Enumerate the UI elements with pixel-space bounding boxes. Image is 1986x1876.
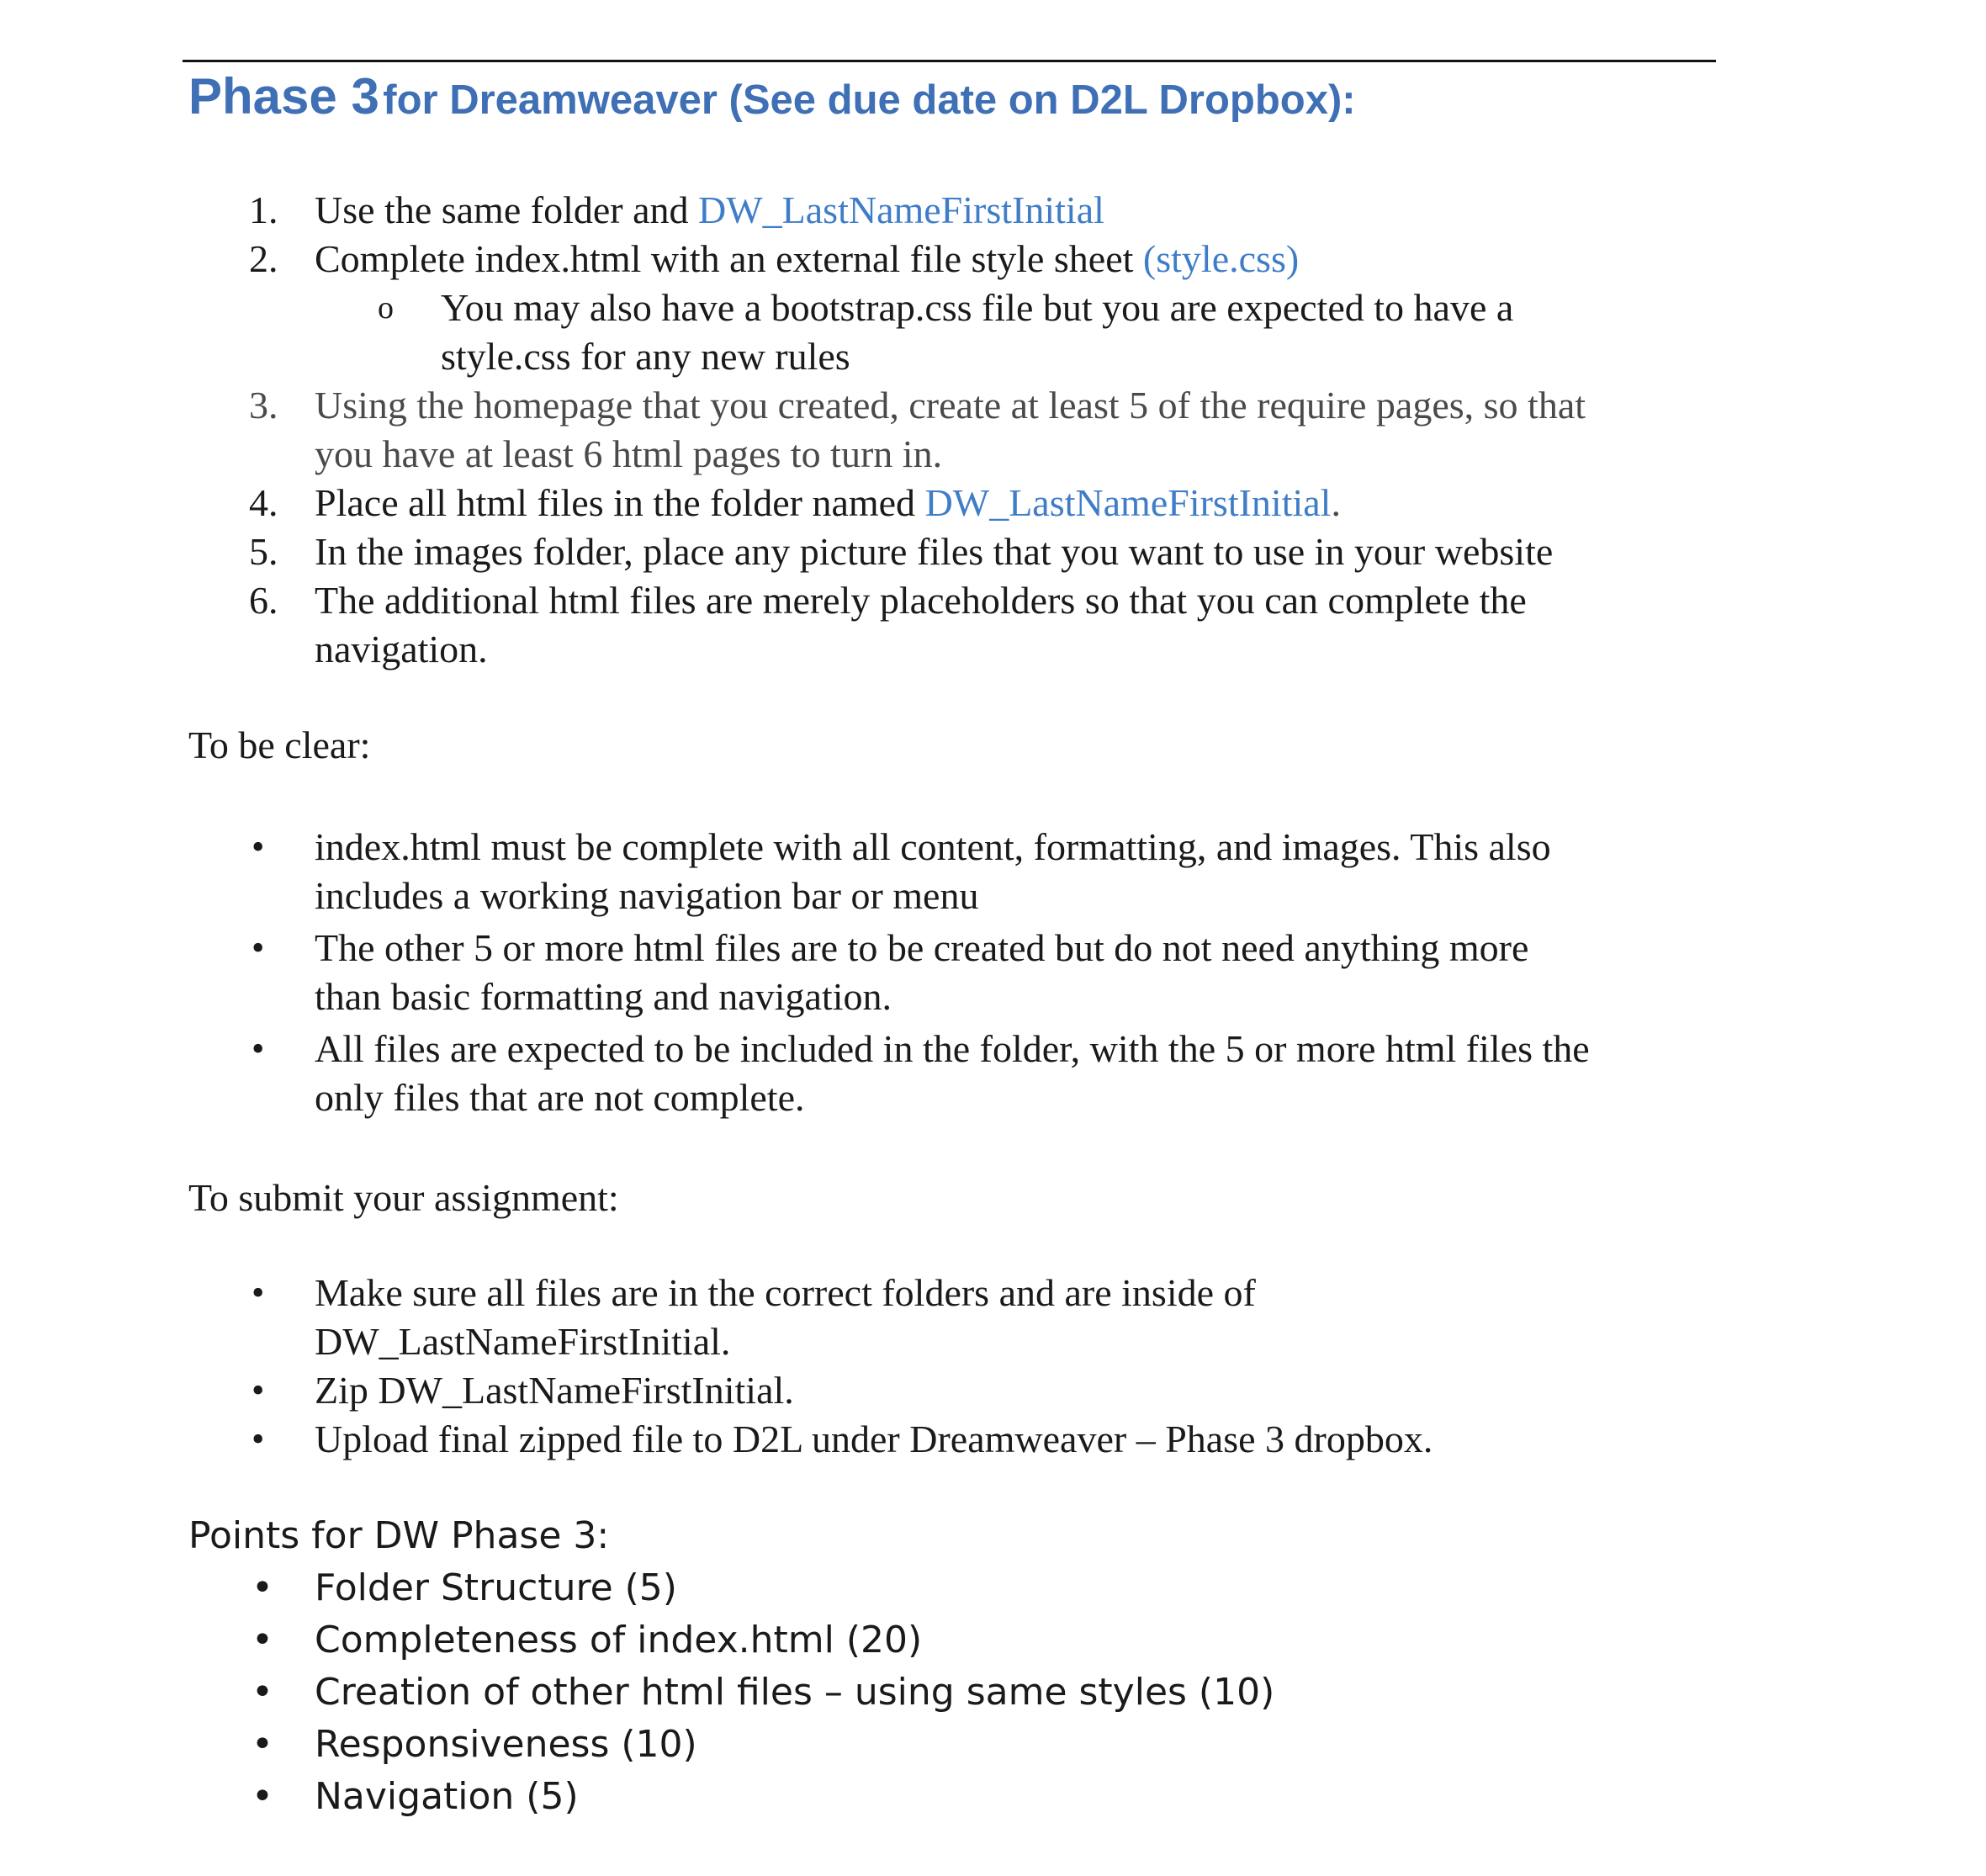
list-item: • Make sure all files are in the correct folders and are inside of [188, 1269, 1719, 1317]
list-item: 2. Complete index.html with an external file style sheet (style.css) [188, 235, 1719, 284]
list-item: • Zip DW_LastNameFirstInitial. [188, 1366, 1719, 1415]
list-item: 4. Place all html files in the folder named DW_LastNameFirstInitial. [188, 479, 1719, 527]
sub-bullet: o [378, 290, 394, 326]
step-number: 1. [249, 188, 278, 231]
list-item-cont: you have at least 6 html pages to turn in. [315, 432, 943, 475]
step-number: 5. [249, 530, 278, 573]
title-phase: Phase 3 [188, 68, 379, 125]
folder-name: DW_LastNameFirstInitial [698, 188, 1104, 231]
section-heading-points: Points for DW Phase 3: [188, 1514, 610, 1557]
list-item: • index.html must be complete with all content, formatting, and images. This also [188, 823, 1719, 872]
list-subitem-cont: style.css for any new rules [441, 335, 850, 378]
list-item-cont: only files that are not complete. [315, 1076, 805, 1119]
points-list [188, 1562, 1719, 1823]
clear-list [188, 823, 1719, 1122]
section-heading-clear: To be clear: [188, 723, 371, 766]
list-item: • Upload final zipped file to D2L under Dreamweaver – Phase 3 dropbox. [188, 1415, 1719, 1464]
bullet-icon: • [252, 1566, 273, 1609]
list-item-cont: includes a working navigation bar or menu [315, 874, 979, 917]
bullet-icon: • [252, 1272, 265, 1313]
section-heading-submit: To submit your assignment: [188, 1176, 619, 1219]
list-item: 3. Using the homepage that you created, create at least 5 of the require pages, so that [188, 381, 1719, 430]
step-number: 3. [249, 384, 278, 427]
list-item: • Creation of other html files – using same styles (10) [188, 1667, 1719, 1719]
step-number: 4. [249, 481, 278, 524]
bullet-icon: • [252, 1775, 273, 1818]
folder-name: DW_LastNameFirstInitial [924, 481, 1332, 524]
title-rest: for Dreamweaver (See due date on D2L Dropbox): [383, 77, 1356, 123]
list-item: • Folder Structure (5) [188, 1562, 1719, 1614]
list-subitem: o You may also have a bootstrap.css file but you are expected to have a [188, 284, 1719, 332]
top-rule [183, 60, 1716, 62]
step-number: 6. [249, 579, 278, 622]
stylesheet-name: (style.css) [1142, 237, 1300, 280]
list-item-cont: than basic formatting and navigation. [315, 975, 892, 1018]
bullet-icon: • [252, 826, 265, 867]
bullet-icon: • [252, 927, 265, 968]
list-item: • Responsiveness (10) [188, 1719, 1719, 1771]
bullet-icon: • [252, 1723, 273, 1766]
page-title [188, 67, 1356, 125]
list-item: 1. Use the same folder and DW_LastNameFirstInitial [188, 186, 1719, 235]
bullet-icon: • [252, 1619, 273, 1661]
steps-list [188, 186, 1719, 674]
list-item: • The other 5 or more html files are to be created but do not need anything more [188, 924, 1719, 972]
list-item: • Navigation (5) [188, 1771, 1719, 1823]
list-item-cont: navigation. [315, 628, 488, 670]
list-item: 6. The additional html files are merely placeholders so that you can complete the [188, 576, 1719, 625]
list-item: • All files are expected to be included in the folder, with the 5 or more html files the [188, 1025, 1719, 1073]
list-item: • Completeness of index.html (20) [188, 1614, 1719, 1667]
bullet-icon: • [252, 1671, 273, 1714]
list-item: 5. In the images folder, place any picture files that you want to use in your website [188, 527, 1719, 576]
step-number: 2. [249, 237, 278, 280]
bullet-icon: • [252, 1370, 265, 1411]
bullet-icon: • [252, 1418, 265, 1460]
submit-list [188, 1269, 1719, 1464]
list-item-cont: DW_LastNameFirstInitial. [315, 1320, 731, 1363]
bullet-icon: • [252, 1028, 265, 1069]
